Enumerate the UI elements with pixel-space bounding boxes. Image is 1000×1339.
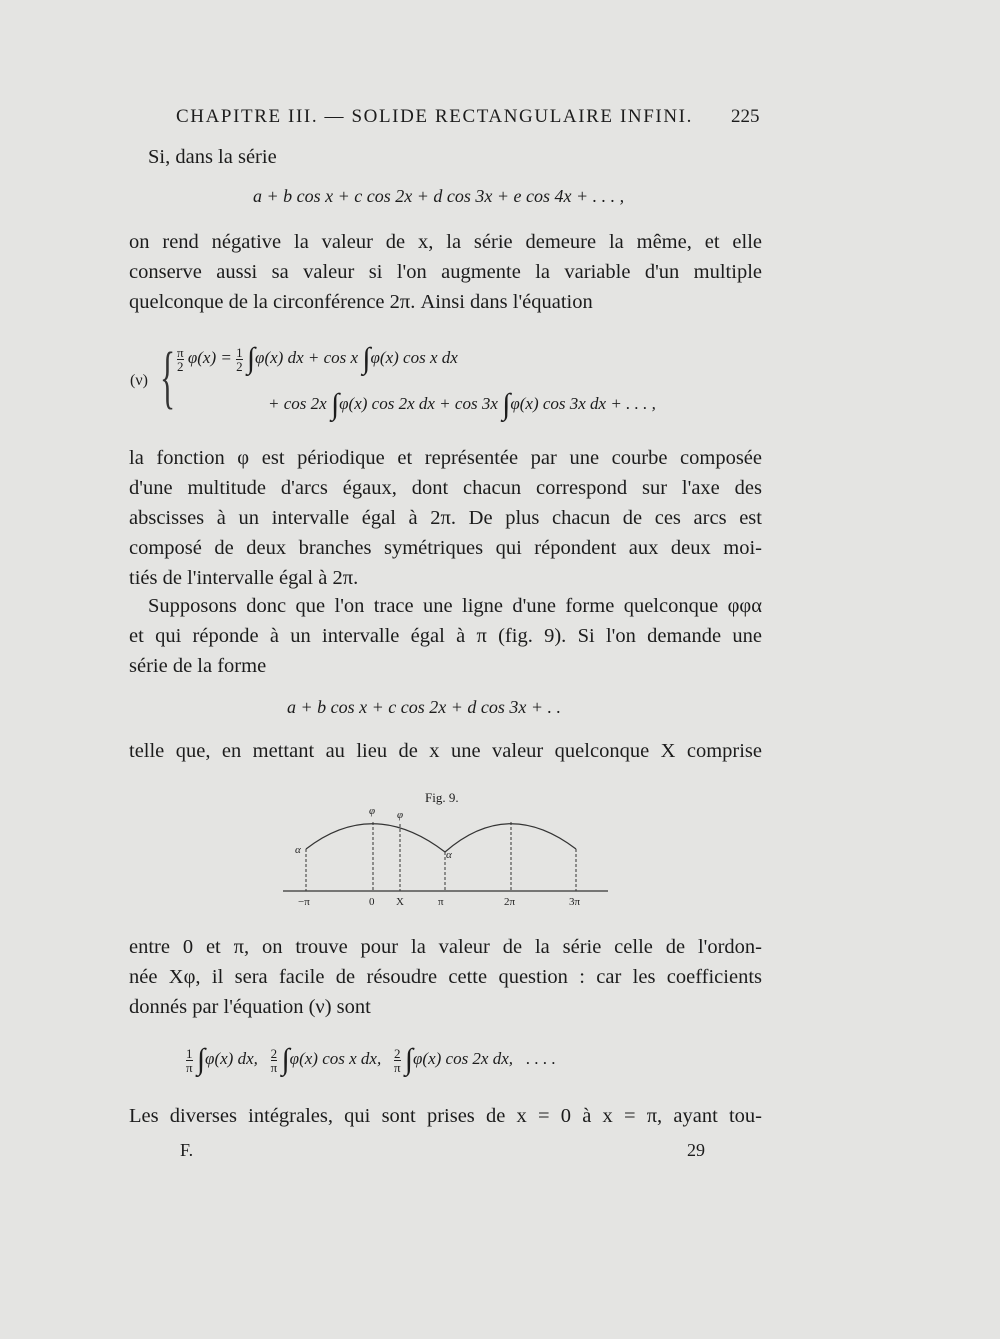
signature-mark: F. (180, 1140, 194, 1160)
integral-sign: ∫ (196, 1043, 206, 1076)
integral-sign: ∫ (281, 1043, 290, 1076)
tick-label: 2π (504, 896, 516, 908)
fraction: $\frac{1}{\pi}$ (186, 1045, 193, 1075)
paragraph-line: d'une multitude d'arcs égaux, dont chacun correspond sur l'axe des (129, 477, 762, 499)
fraction: $\frac{\pi}{2}$ (177, 344, 184, 374)
series-equation-2: a + b cos x + c cos 2x + d cos 3x + . . (287, 697, 562, 717)
paragraph-line: donnés par l'équation (ν) sont (129, 996, 371, 1018)
integral-sign: ∫ (362, 342, 371, 375)
paragraph-line: Les diverses intégrales, qui sont prises de x = 0 à x = π, ayant tou- (129, 1105, 762, 1127)
integral-sign: ∫ (246, 342, 256, 375)
tick-label: π (438, 896, 444, 908)
equation-line-2: + cos 2x ∫φ(x) cos 2x dx + cos 3x ∫φ(x) cos 3x dx + . . . , (268, 388, 656, 421)
equation-label: (ν) (130, 372, 148, 389)
tick-label: 0 (369, 896, 375, 908)
tick-label: X (396, 896, 404, 908)
paragraph-line: entre 0 et π, on trouve pour la valeur de la série celle de l'ordon- (129, 936, 762, 958)
intro-line: Si, dans la série (148, 146, 277, 168)
paragraph-line: la fonction φ est périodique et représentée par une courbe composée (129, 447, 762, 469)
integral-sign: ∫ (330, 388, 340, 421)
paragraph-line: on rend négative la valeur de x, la série demeure la même, et elle (129, 231, 762, 253)
series-equation-1: a + b cos x + c cos 2x + d cos 3x + e cos 4x + . . . , (253, 186, 625, 206)
label-alpha: α (295, 844, 301, 856)
paragraph-line: conserve aussi sa valeur si l'on augmente la variable d'un multiple (129, 261, 762, 283)
paragraph-line: née Xφ, il sera facile de résoudre cette question : car les coefficients (129, 966, 762, 988)
paragraph-line: série de la forme (129, 655, 267, 677)
fraction: $\frac{2}{\pi}$ (270, 1045, 278, 1075)
fraction: $\frac{2}{\pi}$ (393, 1045, 401, 1075)
tick-label: −π (298, 896, 310, 908)
paragraph-line: et qui réponde à un intervalle égal à π (fig. 9). Si l'on demande une (129, 625, 762, 647)
integral-sign: ∫ (404, 1043, 413, 1076)
label-phi: φ (369, 805, 376, 817)
paragraph-line: telle que, en mettant au lieu de x une valeur quelconque X comprise (129, 740, 762, 762)
page-number: 225 (731, 106, 760, 127)
sheet-number: 29 (687, 1140, 705, 1160)
coefficient-integrals: $\frac{1}{\pi}$ ∫φ(x) dx, $\frac{2}{\pi}$ ∫φ(x) cos x dx, $\frac{2}{\pi}$ ∫φ(x) cos 2x dx, . . . . (186, 1043, 556, 1076)
running-header: CHAPITRE III. — SOLIDE RECTANGULAIRE INFINI. (176, 106, 693, 127)
paragraph-line: composé de deux branches symétriques qui répondent aux deux moi- (129, 537, 762, 559)
paragraph-line: tiés de l'intervalle égal à 2π. (129, 567, 359, 589)
paragraph-line: quelconque de la circonférence 2π. Ainsi dans l'équation (129, 291, 593, 313)
paragraph-line: abscisses à un intervalle égal à 2π. De plus chacun de ces arcs est (129, 507, 762, 529)
label-phi: φ (397, 809, 404, 821)
figure-9-diagram (283, 802, 613, 912)
paragraph-line: Supposons donc que l'on trace une ligne d'une forme quelconque φφα (148, 595, 762, 617)
figure-caption: Fig. 9. (425, 790, 459, 805)
equation-brace: { (160, 339, 176, 416)
fraction: $\frac{1}{2}$ (236, 344, 243, 374)
integral-sign: ∫ (502, 388, 511, 421)
tick-label: 3π (569, 896, 581, 908)
equation-line-1: $\frac{\pi}{2}$ φ(x) = $\frac{1}{2}$ ∫φ(x) dx + cos x ∫φ(x) cos x dx (177, 342, 458, 375)
arc-left (306, 824, 445, 852)
label-alpha: α (446, 849, 452, 861)
